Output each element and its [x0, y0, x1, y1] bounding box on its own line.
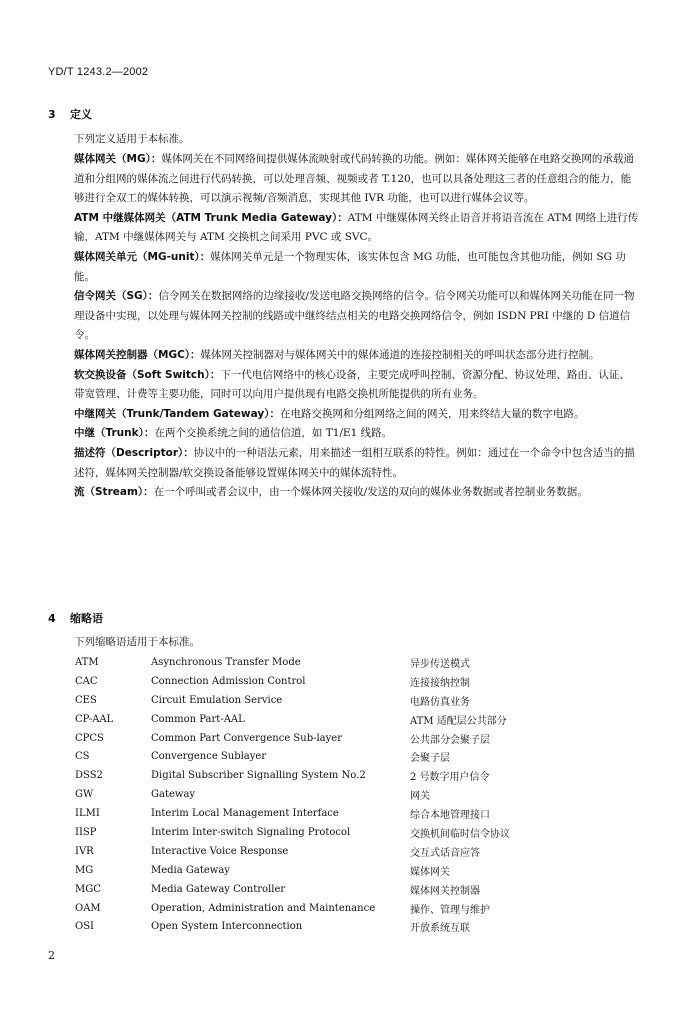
section-3-number: 3 — [48, 108, 56, 121]
abbr-cell: IISP — [75, 826, 97, 838]
definition-mgc — [48, 346, 640, 366]
section-3-title: 定义 — [70, 108, 92, 121]
table-row — [75, 785, 610, 804]
definition-text: 媒体网关在不同网络间提供媒体流映射或代码转换的功能。例如：媒体网关能够在电路交换网的承载通道和分组网的媒体流之间进行代码转换，可以处理音频、视频或者 T.120，也可以具备处理这三者的任意组合的能力，能够进行全双工的媒体转换，可以演示视频/音频消息，实现其他 IVR 功能，也可以进行媒体会议等。 — [74, 153, 634, 205]
definition-term: 流（Stream）： — [74, 486, 154, 499]
english-cell: Interim Local Management Interface — [151, 808, 339, 820]
english-cell: Interim Inter-switch Signaling Protocol — [151, 826, 351, 838]
abbreviation-table — [75, 653, 610, 936]
definition-text: 信令网关在数据网络的边缘接收/发送电路交换网络的信令。信令网关功能可以和媒体网关功能在同一物理设备中实现，以处理与媒体网关控制的线路或中继终结点相关的电路交换网络信令，例如 ISDN PRI 中继的 D 信道信令。 — [74, 290, 635, 342]
intro-text: 下列定义适用于本标准。 — [74, 133, 190, 145]
chinese-cell: 公共部分会聚子层 — [410, 734, 490, 746]
english-cell: Common Part Convergence Sub-layer — [151, 732, 342, 744]
abbr-cell: OAM — [75, 902, 101, 914]
table-row — [75, 842, 610, 861]
definition-mg-unit — [48, 248, 640, 287]
english-cell: Media Gateway — [151, 864, 230, 876]
definition-term: ATM 中继媒体网关（ATM Trunk Media Gateway）： — [74, 211, 348, 224]
english-cell: Gateway — [151, 789, 196, 801]
chinese-cell: 开放系统互联 — [410, 923, 470, 935]
abbr-cell: CPCS — [75, 732, 104, 744]
english-cell: Operation, Administration and Maintenance — [151, 902, 376, 914]
definition-term: 中继（Trunk）： — [74, 427, 155, 440]
chinese-cell: ATM 适配层公共部分 — [410, 715, 507, 727]
english-cell: Interactive Voice Response — [151, 845, 289, 857]
english-cell: Connection Admission Control — [151, 675, 306, 687]
table-row — [75, 861, 610, 880]
definition-term: 媒体网关控制器（MGC）： — [74, 348, 201, 361]
definition-text: 在两个交换系统之间的通信信道，如 T1/E1 线路。 — [154, 427, 393, 440]
definition-text: 媒体网关控制器对与媒体网关中的媒体通道的连接控制相关的呼叫状态部分进行控制。 — [200, 348, 600, 361]
definition-list — [48, 150, 640, 503]
abbr-cell: ILMI — [75, 808, 100, 820]
definition-term: 信令网关（SG）： — [74, 290, 159, 303]
definition-text: 在一个呼叫或者会议中，由一个媒体网关接收/发送的双向的媒体业务数据或者控制业务数据。 — [153, 486, 588, 499]
table-row — [75, 899, 610, 918]
section-4-title: 缩略语 — [70, 612, 103, 625]
abbr-cell: CAC — [75, 675, 98, 687]
table-row — [75, 823, 610, 842]
section-4-number: 4 — [48, 612, 56, 625]
abbr-cell: OSI — [75, 921, 94, 933]
abbr-cell: MGC — [75, 883, 101, 895]
abbr-cell: CES — [75, 694, 97, 706]
chinese-cell: 异步传送模式 — [410, 658, 470, 670]
english-cell: Asynchronous Transfer Mode — [151, 656, 301, 668]
english-cell: Circuit Emulation Service — [151, 694, 283, 706]
chinese-cell: 连接接纳控制 — [410, 677, 470, 689]
definition-term: 媒体网关（MG）： — [74, 153, 162, 165]
abbr-cell: CS — [75, 751, 90, 763]
definition-trunk — [48, 424, 640, 444]
chinese-cell: 媒体网关 — [410, 866, 450, 878]
definition-trunk-gateway — [48, 405, 640, 425]
definition-text: 协议中的一种语法元素，用来描述一组相互联系的特性。例如：通过在一个命令中包含适当的描述符，媒体网关控制器/软交换设备能够设置媒体网关中的媒体流特性。 — [74, 446, 635, 479]
abbr-cell: MG — [75, 864, 94, 876]
definition-descriptor — [48, 444, 640, 483]
english-cell: Common Part-AAL — [151, 713, 245, 725]
definition-text: 下一代电信网络中的核心设备，主要完成呼叫控制、资源分配、协议处理、路由、认证、带宽管理、计费等主要功能，同时可以向用户提供现有电路交换机所能提供的所有业务。 — [74, 368, 630, 401]
chinese-cell: 电路仿真业务 — [410, 696, 470, 708]
definition-term: 媒体网关单元（MG-unit）： — [74, 250, 211, 263]
chinese-cell: 会聚子层 — [410, 753, 450, 765]
definition-sg — [48, 287, 640, 346]
definition-text: 在电路交换网和分组网络之间的网关，用来终结大量的数字电路。 — [279, 407, 585, 420]
chinese-cell: 综合本地管理接口 — [410, 810, 490, 822]
abbr-cell: IVR — [75, 845, 94, 857]
intro-text: 下列缩略语适用于本标准。 — [74, 636, 200, 648]
chinese-cell: 操作、管理与维护 — [410, 904, 490, 916]
definition-text: 媒体网关单元是一个物理实体，该实体包含 MG 功能，也可能包含其他功能，例如 SG 功能。 — [74, 250, 626, 283]
definition-atm-trunk-mg — [48, 209, 640, 248]
table-row — [75, 917, 610, 936]
table-row — [75, 653, 610, 672]
table-row — [75, 729, 610, 748]
abbr-cell: GW — [75, 789, 94, 801]
table-row — [75, 710, 610, 729]
english-cell: Open System Interconnection — [151, 921, 303, 933]
table-row — [75, 804, 610, 823]
english-cell: Digital Subscriber Signalling System No.2 — [151, 770, 366, 782]
document-header: YD/T 1243.2—2002 — [48, 66, 149, 78]
english-cell: Convergence Sublayer — [151, 751, 267, 763]
definition-mg — [48, 150, 640, 209]
section-4-heading — [48, 610, 103, 626]
definition-stream — [48, 483, 640, 503]
section-4-intro — [48, 633, 640, 653]
chinese-cell: 媒体网关控制器 — [410, 885, 480, 897]
page-number: 2 — [48, 949, 55, 962]
definition-term: 中继网关（Trunk/Tandem Gateway）： — [74, 407, 280, 420]
table-row — [75, 766, 610, 785]
definition-text: ATM 中继媒体网关终止语音并将语音流在 ATM 网络上进行传输，ATM 中继媒体网关与 ATM 交换机之间采用 PVC 或 SVC。 — [74, 211, 639, 244]
abbr-cell: DSS2 — [75, 770, 103, 782]
table-row — [75, 672, 610, 691]
definition-term: 描述符（Descriptor）： — [74, 446, 194, 459]
section-3-intro — [48, 130, 640, 150]
chinese-cell: 网关 — [410, 791, 430, 803]
chinese-cell: 交互式话音应答 — [410, 847, 480, 859]
abbr-cell: ATM — [75, 656, 99, 668]
chinese-cell: 交换机间临时信令协议 — [410, 828, 510, 840]
chinese-cell: 2 号数字用户信令 — [410, 772, 490, 784]
table-row — [75, 880, 610, 899]
table-row — [75, 691, 610, 710]
definition-term: 软交换设备（Soft Switch）： — [74, 368, 221, 381]
abbr-cell: CP-AAL — [75, 713, 114, 725]
english-cell: Media Gateway Controller — [151, 883, 286, 895]
definition-soft-switch — [48, 366, 640, 405]
table-row — [75, 747, 610, 766]
section-3-heading — [48, 106, 92, 122]
